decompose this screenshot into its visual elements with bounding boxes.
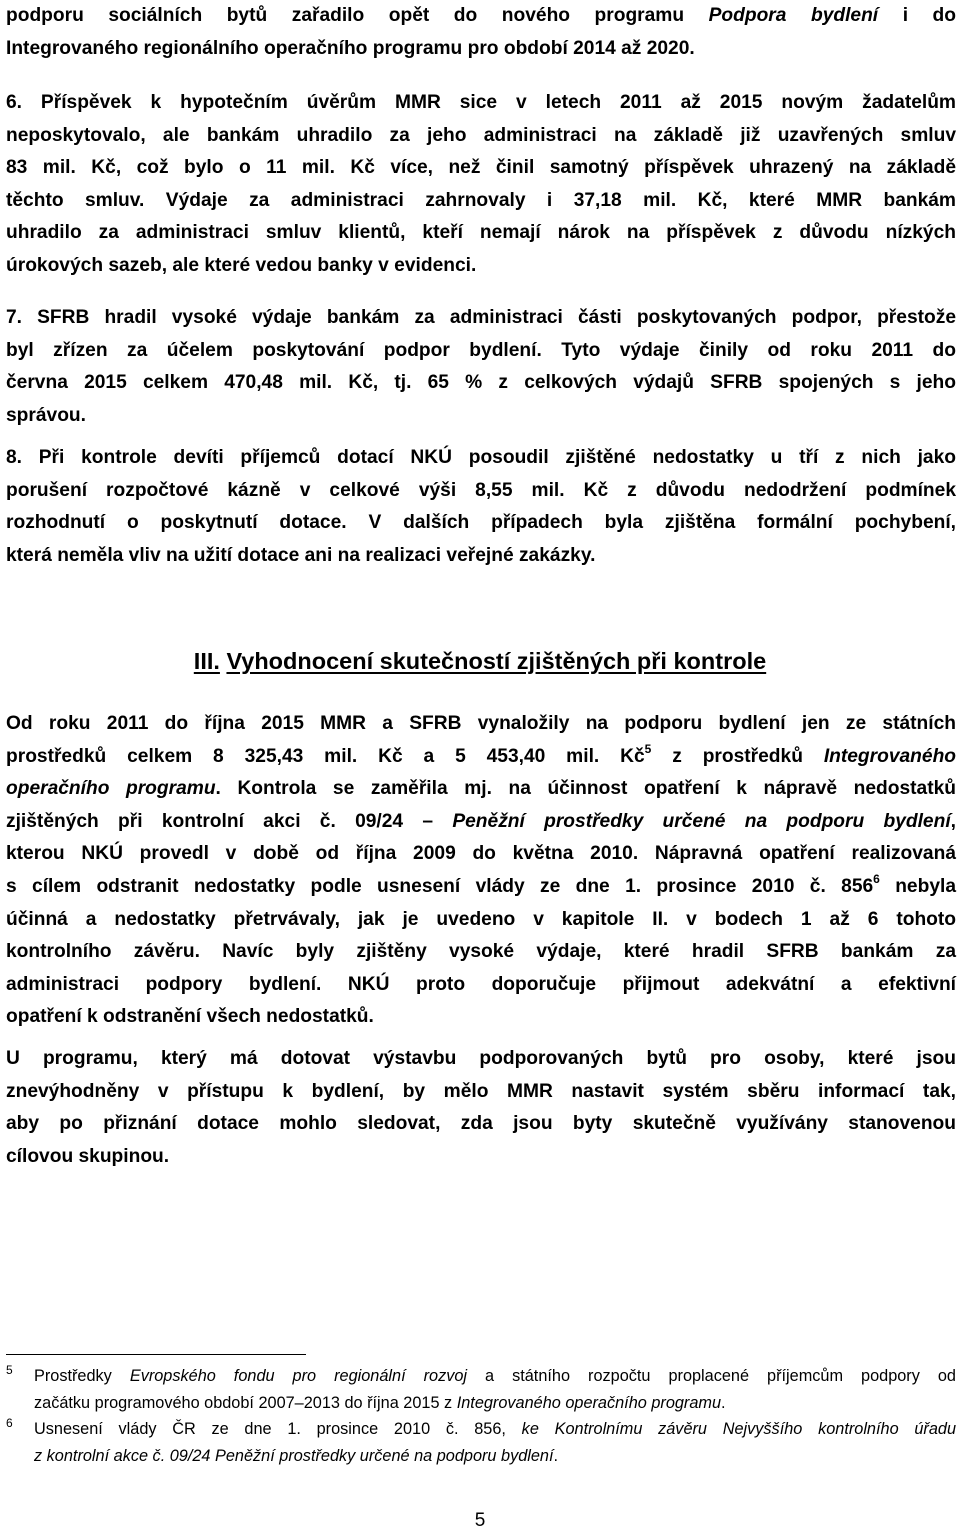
paragraph-recommendation: [6, 1043, 956, 1173]
text-line: kterou NKÚ provedl v době od října 2009 do května 2010. Nápravná opatření realizovaná: [6, 843, 956, 865]
text-line: operačního programu. Kontrola se zaměřila mj. na účinnost opatření k nápravě nedostatků: [6, 778, 956, 800]
footnote-line: začátku programového období 2007–2013 do října 2015 z Integrovaného operačního programu.: [34, 1393, 726, 1412]
text-line: 7. SFRB hradil vysoké výdaje bankám za administraci části poskytovaných podpor, přestože: [6, 307, 956, 328]
text-line: 6. Příspěvek k hypotečním úvěrům MMR sice v letech 2011 až 2015 novým žadatelům: [6, 92, 956, 113]
text-line: Integrovaného regionálního operačního programu pro období 2014 až 2020.: [6, 37, 695, 59]
section-number: III.: [193, 648, 220, 674]
text-line: těchto smluv. Výdaje za administraci zahrnovaly i 37,18 mil. Kč, které MMR bankám: [6, 189, 956, 211]
footnote-5: [6, 1363, 956, 1416]
text-line: podporu sociálních bytů zařadilo opět do nového programu Podpora bydlení i do: [6, 5, 956, 26]
page-number: 5: [474, 1510, 486, 1531]
text-line: porušení rozpočtové kázně v celkové výši 8,55 mil. Kč z důvodu nedodržení podmínek: [6, 479, 956, 501]
footnote-ref-5: 5: [644, 741, 652, 756]
text-line: 83 mil. Kč, což bylo o 11 mil. Kč více, než činil samotný příspěvek uhrazený na základě: [6, 157, 956, 179]
paragraph-point-6: [6, 87, 956, 283]
paragraph-point-7: [6, 302, 956, 432]
text-line: administraci podpory bydlení. NKÚ proto doporučuje přijmout adekvátní a efektivní: [6, 973, 956, 995]
footnote-6: [6, 1416, 956, 1469]
text-line: Od roku 2011 do října 2015 MMR a SFRB vynaložily na podporu bydlení jen ze státních: [6, 713, 956, 734]
text-line: správou.: [6, 404, 86, 426]
footnote-ref-6: 6: [873, 871, 880, 886]
footnote-line: z kontrolní akce č. 09/24 Peněžní prostředky určené na podporu bydlení.: [34, 1446, 559, 1465]
paragraph-point-8: [6, 442, 956, 572]
footnote-mark: 5: [6, 1363, 13, 1377]
text-line: prostředků celkem 8 325,43 mil. Kč a 5 453,40 mil. $Kč^5$ z prostředků Integrovaného: [6, 741, 957, 767]
section-heading: [0, 643, 960, 679]
section-title: Vyhodnocení skutečností zjištěných při kontrole: [226, 648, 767, 674]
text-line: s cílem odstranit nedostatky podle usnesení vlády ze dne 1. prosince 2010 č. $856^6$ nebyla: [6, 871, 956, 897]
footnote-line: Prostředky Evropského fondu pro regionální rozvoj a státního rozpočtu proplacené příjemcům podpory od: [34, 1367, 956, 1385]
footnote-line: Usnesení vlády ČR ze dne 1. prosince 2010 č. 856, ke Kontrolnímu závěru Nejvyššího kontrolního úřadu: [34, 1420, 956, 1438]
text-line: uhradilo za administraci smluv klientů, kteří nemají nárok na příspěvek z důvodu nízkých: [6, 222, 956, 244]
text-line: neposkytovalo, ale bankám uhradilo za jeho administraci na základě již uzavřených smluv: [6, 124, 956, 146]
text-line: účinná a nedostatky přetrvávaly, jak je uvedeno v kapitole II. v bodech 1 až 6 tohoto: [6, 908, 956, 930]
text-line: kontrolního závěru. Navíc byly zjištěny vysoké výdaje, které hradil SFRB bankám za: [6, 941, 956, 963]
text-line: aby po přiznání dotace mohlo sledovat, zda jsou byty skutečně využívány stanovenou: [6, 1113, 956, 1135]
text-line: znevýhodněny v přístupu k bydlení, by mělo MMR nastavit systém sběru informací tak,: [6, 1080, 956, 1102]
text-line: zjištěných při kontrolní akci č. 09/24 – Peněžní prostředky určené na podporu bydlení,: [6, 810, 956, 832]
footnote-separator: [6, 1354, 306, 1355]
text-line: června 2015 celkem 470,48 mil. Kč, tj. 65 % z celkových výdajů SFRB spojených s jeho: [6, 372, 956, 394]
text-line: která neměla vliv na užití dotace ani na realizaci veřejné zakázky.: [6, 544, 596, 566]
paragraph-intro: [6, 0, 956, 65]
text-line: opatření k odstranění všech nedostatků.: [6, 1006, 374, 1028]
text-line: úrokových sazeb, ale které vedou banky v evidenci.: [6, 254, 477, 276]
text-line: 8. Při kontrole devíti příjemců dotací NKÚ posoudil zjištěné nedostatky u tří z nich jako: [6, 447, 956, 468]
text-line: byl zřízen za účelem poskytování podpor bydlení. Tyto výdaje činily od roku 2011 do: [6, 339, 956, 361]
paragraph-conclusion: [6, 708, 956, 1034]
text-line: cílovou skupinou.: [6, 1145, 170, 1167]
text-line: rozhodnutí o poskytnutí dotace. V dalších případech byla zjištěna formální pochybení,: [6, 512, 956, 534]
text-line: U programu, který má dotovat výstavbu podporovaných bytů pro osoby, které jsou: [6, 1048, 956, 1069]
footnote-mark: 6: [6, 1416, 13, 1430]
